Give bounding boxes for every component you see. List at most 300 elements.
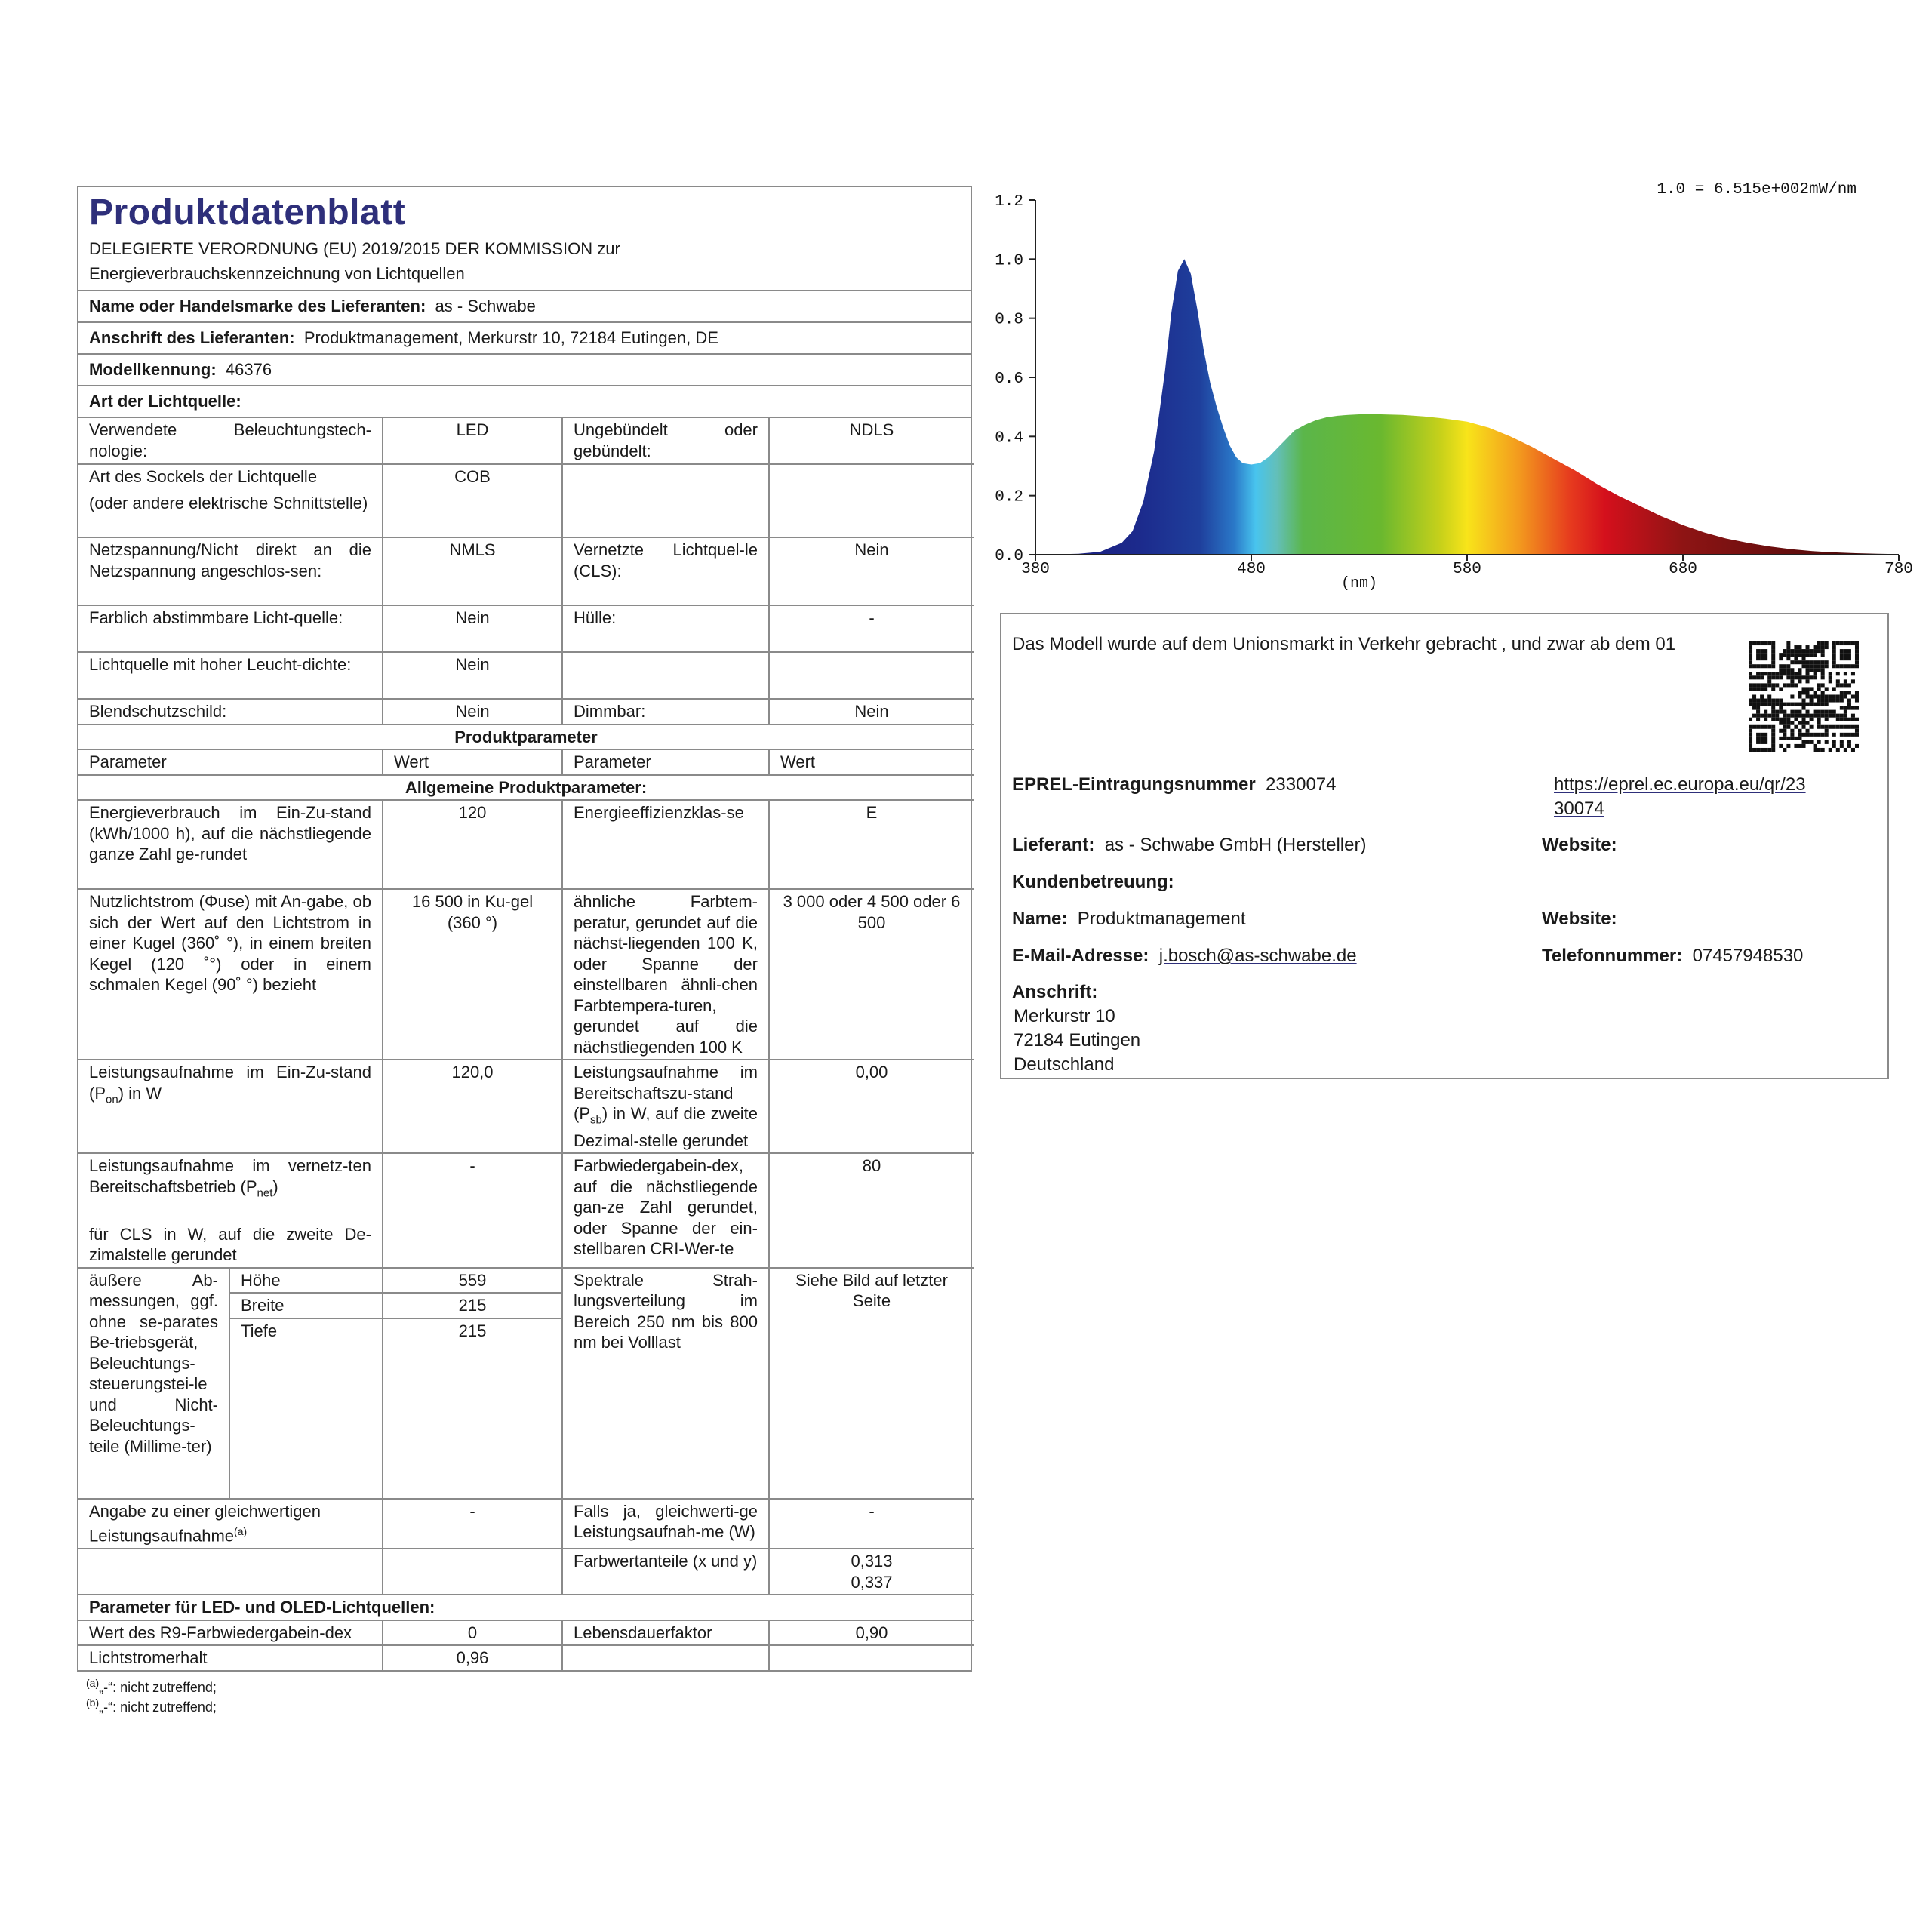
qr-module	[1786, 668, 1790, 672]
qr-module	[1806, 729, 1810, 733]
footnote-text: „-“: nicht zutreffend;	[99, 1700, 217, 1715]
qr-module	[1767, 683, 1771, 687]
eprel-link-line-2[interactable]: 30074	[1554, 798, 1604, 819]
qr-module	[1749, 748, 1752, 752]
table-row	[78, 800, 974, 889]
qr-module	[1771, 744, 1775, 748]
qr-module	[1764, 714, 1767, 718]
qr-module	[1855, 733, 1859, 737]
y-tick-label: 0.6	[995, 371, 1023, 388]
qr-module	[1810, 714, 1814, 718]
table-cell: 0,96	[383, 1645, 562, 1670]
qr-module	[1810, 664, 1814, 668]
y-tick-label: 1.0	[995, 252, 1023, 270]
spectrum-area	[1035, 259, 1899, 555]
qr-module	[1749, 657, 1752, 660]
parameter-table	[78, 418, 974, 1670]
qr-module	[1851, 714, 1855, 718]
y-tick-label: 1.2	[995, 193, 1023, 211]
supplier-value: as - Schwabe GmbH (Hersteller)	[1104, 835, 1367, 855]
phone-label: Telefonnummer:	[1542, 946, 1683, 966]
cell-text	[89, 1155, 371, 1203]
qr-module	[1756, 714, 1760, 718]
cell-text: ) in W, auf die zweite Dezimal-stelle gerundet	[574, 1104, 758, 1150]
width-value: 215	[383, 1294, 561, 1319]
table-cell: Vernetzte Lichtquel-le (CLS):	[562, 537, 769, 605]
qr-module	[1790, 679, 1794, 683]
phone-value: 07457948530	[1692, 946, 1804, 966]
qr-module	[1855, 725, 1859, 729]
address-label-text: Anschrift:	[1012, 982, 1098, 1002]
qr-module	[1779, 657, 1783, 660]
table-row	[78, 699, 974, 724]
qr-module	[1779, 672, 1783, 675]
qr-module	[1806, 653, 1810, 657]
footnote-text: „-“: nicht zutreffend;	[99, 1680, 217, 1695]
eprel-link[interactable]	[1554, 773, 1806, 821]
qr-module	[1829, 675, 1832, 679]
table-row	[78, 1499, 974, 1549]
qr-module	[1779, 664, 1783, 668]
supplier-label: Lieferant:	[1012, 835, 1095, 855]
qr-module	[1798, 645, 1801, 649]
qr-module	[1752, 706, 1756, 710]
table-cell: Nein	[383, 699, 562, 724]
table-row	[78, 1620, 974, 1646]
qr-module	[1783, 725, 1786, 729]
qr-module	[1844, 683, 1847, 687]
x-tick-label: 780	[1884, 561, 1913, 578]
qr-module	[1810, 725, 1814, 729]
qr-module	[1847, 641, 1851, 645]
qr-module	[1749, 687, 1752, 691]
y-tick-label: 0.2	[995, 488, 1023, 506]
qr-module	[1756, 683, 1760, 687]
supplier-row	[78, 291, 971, 323]
column-header: Wert	[769, 749, 974, 775]
name-label: Name:	[1012, 909, 1068, 929]
table-cell: Nein	[769, 537, 974, 605]
qr-module	[1790, 653, 1794, 657]
qr-module	[1786, 703, 1790, 706]
address-label: Anschrift des Lieferanten:	[89, 328, 295, 347]
qr-module	[1801, 733, 1805, 737]
qr-module	[1786, 721, 1790, 725]
qr-module	[1764, 683, 1767, 687]
qr-module	[1786, 672, 1790, 675]
table-cell	[769, 652, 974, 699]
qr-module	[1771, 733, 1775, 737]
qr-module	[1749, 733, 1752, 737]
table-cell: 0	[383, 1620, 562, 1646]
qr-module	[1786, 714, 1790, 718]
qr-module	[1794, 725, 1798, 729]
column-header: Wert	[383, 749, 562, 775]
qr-module	[1832, 657, 1836, 660]
qr-module	[1798, 714, 1801, 718]
qr-module	[1779, 653, 1783, 657]
address-line-1: Merkurstr 10	[1014, 1006, 1115, 1026]
qr-module	[1756, 740, 1760, 744]
qr-module	[1801, 687, 1805, 691]
address-value: Produktmanagement, Merkurstr 10, 72184 Eutingen, DE	[303, 328, 718, 347]
eprel-row	[1012, 773, 1336, 797]
qr-module	[1771, 675, 1775, 679]
qr-module	[1836, 664, 1840, 668]
qr-module	[1779, 710, 1783, 714]
qr-module	[1836, 748, 1840, 752]
qr-module	[1794, 714, 1798, 718]
qr-module	[1760, 649, 1764, 653]
qr-module	[1810, 687, 1814, 691]
qr-module	[1779, 699, 1783, 703]
qr-module	[1756, 687, 1760, 691]
qr-module	[1760, 687, 1764, 691]
website-label-text: Website:	[1542, 835, 1617, 855]
customer-service-text: Kundenbetreuung:	[1012, 872, 1174, 892]
qr-module	[1767, 703, 1771, 706]
qr-module	[1810, 660, 1814, 664]
qr-module	[1794, 710, 1798, 714]
table-row	[78, 1060, 974, 1153]
qr-module	[1840, 683, 1844, 687]
x-tick-label: 480	[1237, 561, 1266, 578]
qr-module	[1749, 740, 1752, 744]
qr-module	[1825, 694, 1829, 698]
y-tick-label: 0.0	[995, 548, 1023, 565]
qr-module	[1821, 653, 1825, 657]
qr-module	[1821, 725, 1825, 729]
qr-module	[1783, 649, 1786, 653]
table-cell: Nein	[383, 652, 562, 699]
qr-module	[1806, 668, 1810, 672]
qr-module	[1756, 699, 1760, 703]
qr-module	[1771, 683, 1775, 687]
x-tick-label: 680	[1669, 561, 1697, 578]
model-value: 46376	[225, 360, 272, 379]
qr-module	[1801, 691, 1805, 694]
qr-module	[1821, 683, 1825, 687]
qr-module	[1801, 660, 1805, 664]
qr-module	[1794, 672, 1798, 675]
table-cell: Energieverbrauch im Ein-Zu-stand (kWh/1000 h), auf die nächstliegende ganze Zahl ge-rundet	[78, 800, 383, 889]
qr-module	[1790, 733, 1794, 737]
qr-module	[1840, 641, 1844, 645]
qr-module	[1806, 687, 1810, 691]
qr-module	[1801, 725, 1805, 729]
qr-module	[1749, 660, 1752, 664]
qr-module	[1783, 729, 1786, 733]
table-cell: 120	[383, 800, 562, 889]
table-cell: Verwendete Beleuchtungstech-nologie:	[78, 418, 383, 464]
qr-module	[1844, 657, 1847, 660]
qr-module	[1760, 737, 1764, 740]
qr-module	[1814, 744, 1817, 748]
qr-module	[1767, 748, 1771, 752]
qr-module	[1752, 664, 1756, 668]
table-cell: Nutzlichtstrom (Φuse) mit An-gabe, ob sich der Wert auf den Lichtstrom in einer Kugel (360˚ °), in einem breiten Kegel (120 ˚°) oder in einem schmalen Kegel (90˚ °) bezieht	[78, 889, 383, 1060]
qr-module	[1806, 664, 1810, 668]
qr-module	[1806, 740, 1810, 744]
qr-module	[1817, 725, 1821, 729]
section-header: Produktparameter	[78, 724, 974, 750]
qr-module	[1821, 675, 1825, 679]
qr-module	[1840, 664, 1844, 668]
qr-module	[1840, 706, 1844, 710]
qr-module	[1844, 653, 1847, 657]
qr-module	[1825, 660, 1829, 664]
qr-module	[1786, 664, 1790, 668]
qr-module	[1771, 699, 1775, 703]
qr-module	[1817, 660, 1821, 664]
qr-module	[1794, 653, 1798, 657]
qr-module	[1851, 641, 1855, 645]
qr-module	[1794, 657, 1798, 660]
qr-module	[1814, 748, 1817, 752]
qr-module	[1817, 687, 1821, 691]
qr-module	[1786, 645, 1790, 649]
table-cell	[78, 1268, 383, 1499]
qr-module	[1801, 706, 1805, 710]
qr-module	[1801, 703, 1805, 706]
table-cell: Energieeffizienzklas-se	[562, 800, 769, 889]
dimension-names	[229, 1269, 382, 1498]
qr-module	[1844, 714, 1847, 718]
table-cell: Siehe Bild auf letzter Seite	[769, 1268, 974, 1499]
qr-module	[1832, 733, 1836, 737]
table-row	[78, 775, 974, 801]
table-cell	[78, 1060, 383, 1153]
qr-module	[1790, 714, 1794, 718]
qr-module	[1810, 718, 1814, 721]
qr-module	[1767, 675, 1771, 679]
qr-module	[1814, 675, 1817, 679]
qr-module	[1786, 641, 1790, 645]
qr-module	[1749, 699, 1752, 703]
qr-module	[1783, 703, 1786, 706]
qr-module	[1752, 675, 1756, 679]
chromaticity-y: 0,337	[851, 1572, 893, 1592]
qr-module	[1825, 710, 1829, 714]
qr-module	[1840, 714, 1844, 718]
table-cell	[383, 1268, 562, 1499]
table-cell: Spektrale Strah-lungsverteilung im Bereich 250 nm bis 800 nm bei Volllast	[562, 1268, 769, 1499]
qr-module	[1806, 675, 1810, 679]
qr-module	[1764, 653, 1767, 657]
qr-module	[1775, 672, 1779, 675]
qr-module	[1771, 641, 1775, 645]
contact-name-row	[1012, 907, 1246, 931]
model-label: Modellkennung:	[89, 360, 217, 379]
qr-module	[1814, 660, 1817, 664]
qr-module	[1760, 657, 1764, 660]
qr-module	[1832, 694, 1836, 698]
table-row	[78, 537, 974, 605]
qr-module	[1749, 744, 1752, 748]
table-cell: Lichtquelle mit hoher Leucht-dichte:	[78, 652, 383, 699]
qr-module	[1764, 672, 1767, 675]
qr-module	[1806, 691, 1810, 694]
qr-module	[1825, 718, 1829, 721]
email-label: E-Mail-Adresse:	[1012, 946, 1149, 966]
qr-module	[1779, 706, 1783, 710]
qr-module	[1771, 645, 1775, 649]
width-label: Breite	[230, 1294, 382, 1319]
qr-module	[1752, 683, 1756, 687]
qr-module	[1814, 672, 1817, 675]
qr-module	[1814, 649, 1817, 653]
qr-module	[1801, 740, 1805, 744]
qr-module	[1840, 653, 1844, 657]
dimensions-label: äußere Ab-messungen, ggf. ohne se-parates Be-triebsgerät, Beleuchtungs-steuerungstei-le und Nicht-Beleuchtungs-teile (Millime-ter)	[78, 1269, 229, 1498]
qr-module	[1794, 649, 1798, 653]
qr-module	[1817, 718, 1821, 721]
table-cell	[78, 1549, 383, 1595]
chromaticity-x: 0,313	[851, 1552, 893, 1571]
qr-module	[1790, 672, 1794, 675]
qr-module	[1790, 703, 1794, 706]
qr-module	[1851, 679, 1855, 683]
qr-module	[1817, 694, 1821, 698]
cell-text: Leistungsaufnahme im vernetz-ten Bereitschaftsbetrieb (P	[89, 1156, 371, 1196]
table-cell: E	[769, 800, 974, 889]
qr-module	[1821, 733, 1825, 737]
qr-module	[1817, 699, 1821, 703]
qr-module	[1756, 649, 1760, 653]
qr-module	[1760, 725, 1764, 729]
qr-module	[1783, 683, 1786, 687]
qr-module	[1817, 664, 1821, 668]
qr-module	[1794, 675, 1798, 679]
qr-module	[1798, 649, 1801, 653]
qr-module	[1786, 653, 1790, 657]
qr-module	[1832, 744, 1836, 748]
table-row	[78, 749, 974, 775]
qr-module	[1847, 683, 1851, 687]
qr-module	[1775, 699, 1779, 703]
qr-module	[1764, 687, 1767, 691]
qr-module	[1821, 710, 1825, 714]
qr-module	[1801, 675, 1805, 679]
qr-module	[1847, 718, 1851, 721]
eprel-info-box	[1000, 613, 1889, 1079]
qr-module	[1847, 657, 1851, 660]
qr-module	[1814, 710, 1817, 714]
qr-module	[1775, 703, 1779, 706]
qr-module	[1764, 657, 1767, 660]
qr-module	[1801, 718, 1805, 721]
qr-module	[1851, 672, 1855, 675]
address-row	[78, 323, 971, 355]
qr-module	[1810, 649, 1814, 653]
qr-module	[1832, 645, 1836, 649]
table-row	[78, 1549, 974, 1595]
qr-module	[1801, 653, 1805, 657]
qr-module	[1760, 733, 1764, 737]
table-cell: Netzspannung/Nicht direkt an die Netzspannung angeschlos-sen:	[78, 537, 383, 605]
section-header: Parameter für LED- und OLED-Lichtquellen:	[78, 1595, 974, 1620]
qr-module	[1764, 737, 1767, 740]
qr-module	[1749, 645, 1752, 649]
table-row	[78, 724, 974, 750]
chart-title: 1.0 = 6.515e+002mW/nm	[1657, 181, 1857, 198]
height-label: Höhe	[230, 1269, 382, 1294]
table-row	[78, 464, 974, 537]
qr-module	[1840, 725, 1844, 729]
qr-module	[1786, 737, 1790, 740]
dimensions-subtable	[78, 1269, 382, 1498]
qr-module	[1832, 660, 1836, 664]
qr-module	[1764, 641, 1767, 645]
qr-module	[1798, 729, 1801, 733]
qr-module	[1771, 737, 1775, 740]
qr-module	[1817, 740, 1821, 744]
qr-module	[1829, 714, 1832, 718]
table-cell: 80	[769, 1153, 974, 1267]
qr-module	[1806, 714, 1810, 718]
qr-module	[1790, 675, 1794, 679]
cell-text: Art des Sockels der Lichtquelle	[89, 467, 318, 486]
qr-module	[1779, 687, 1783, 691]
column-header: Parameter	[562, 749, 769, 775]
qr-module	[1764, 718, 1767, 721]
qr-module	[1801, 664, 1805, 668]
qr-module	[1817, 668, 1821, 672]
name-value: Produktmanagement	[1077, 909, 1246, 929]
qr-module	[1767, 664, 1771, 668]
qr-module	[1855, 653, 1859, 657]
website-label	[1542, 833, 1617, 857]
qr-module	[1749, 683, 1752, 687]
qr-module	[1749, 664, 1752, 668]
qr-code-icon[interactable]	[1749, 641, 1859, 752]
qr-module	[1847, 703, 1851, 706]
qr-module	[1836, 714, 1840, 718]
qr-module	[1756, 737, 1760, 740]
qr-module	[1764, 725, 1767, 729]
qr-module	[1847, 691, 1851, 694]
qr-module	[1836, 694, 1840, 698]
table-cell	[769, 1645, 974, 1670]
qr-module	[1817, 721, 1821, 725]
qr-module	[1756, 706, 1760, 710]
qr-module	[1829, 694, 1832, 698]
eprel-link-line-1[interactable]: https://eprel.ec.europa.eu/qr/23	[1554, 774, 1806, 795]
qr-module	[1771, 706, 1775, 710]
qr-module	[1798, 679, 1801, 683]
qr-module	[1844, 733, 1847, 737]
qr-module	[1840, 694, 1844, 698]
table-cell	[383, 1549, 562, 1595]
qr-module	[1806, 649, 1810, 653]
qr-module	[1817, 714, 1821, 718]
column-header: Parameter	[78, 749, 383, 775]
cell-text: Leistungsaufnahme im Bereitschaftszu-stand (P	[574, 1063, 758, 1123]
qr-module	[1771, 740, 1775, 744]
qr-module	[1756, 733, 1760, 737]
qr-module	[1749, 703, 1752, 706]
email-link[interactable]: j.bosch@as-schwabe.de	[1158, 946, 1357, 966]
table-cell	[78, 1499, 383, 1549]
qr-module	[1814, 653, 1817, 657]
qr-module	[1752, 714, 1756, 718]
qr-module	[1836, 699, 1840, 703]
table-row	[78, 1595, 974, 1620]
qr-module	[1783, 718, 1786, 721]
qr-module	[1794, 703, 1798, 706]
table-cell: LED	[383, 418, 562, 464]
qr-module	[1783, 733, 1786, 737]
